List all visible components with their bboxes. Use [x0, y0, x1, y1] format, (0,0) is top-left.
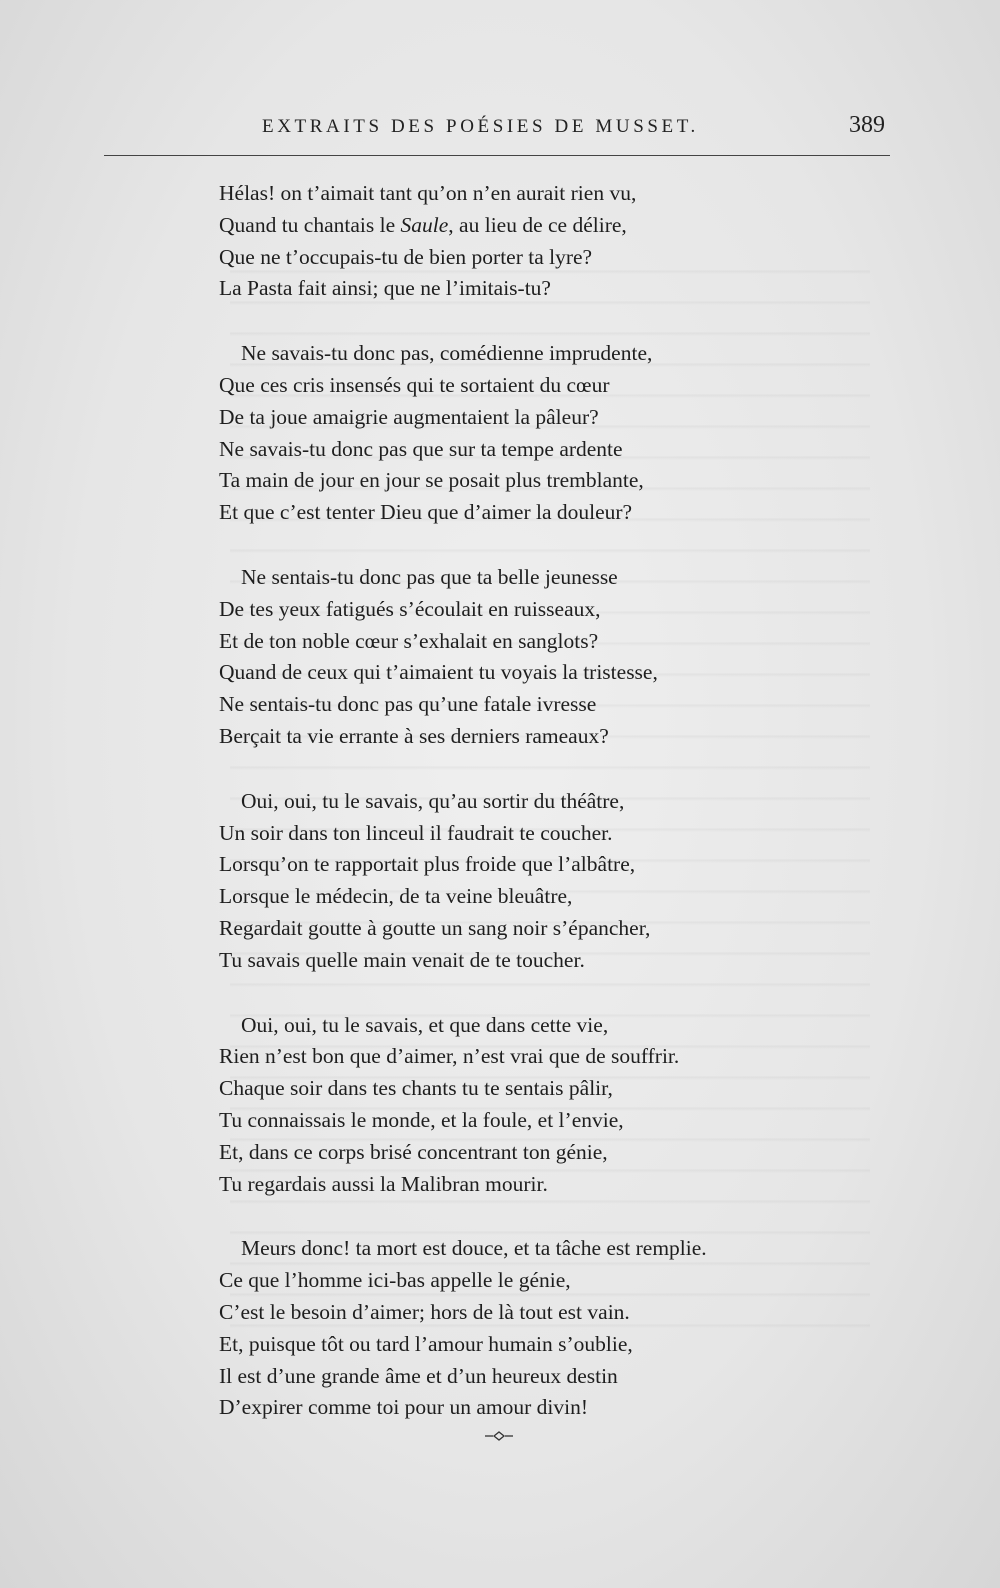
- header-rule: [104, 155, 890, 156]
- verse-line: Que ne t’occupais-tu de bien porter ta lyre?: [219, 244, 593, 269]
- verse-line: Meurs donc! ta mort est douce, et ta tâche est remplie.: [241, 1236, 707, 1261]
- verse-fragment: , au lieu de ce délire,: [448, 212, 627, 237]
- verse-line: Tu savais quelle main venait de te toucher.: [219, 947, 585, 972]
- verse-line: Regardait goutte à goutte un sang noir s’épancher,: [219, 915, 651, 940]
- verse-title-italic: Saule: [400, 212, 449, 237]
- verse-line: Rien n’est bon que d’aimer, n’est vrai que de souffrir.: [219, 1044, 680, 1069]
- verse-line: Tu regardais aussi la Malibran mourir.: [219, 1171, 548, 1196]
- verse-line: Lorsque le médecin, de ta veine bleuâtre,: [219, 884, 573, 909]
- verse-line: Ne savais-tu donc pas que sur ta tempe ardente: [219, 436, 623, 461]
- verse-line: Oui, oui, tu le savais, et que dans cette vie,: [241, 1012, 609, 1037]
- verse-line: Ne sentais-tu donc pas que ta belle jeunesse: [241, 564, 618, 589]
- verse-line: D’expirer comme toi pour un amour divin!: [219, 1395, 588, 1420]
- verse-line: De tes yeux fatigués s’écoulait en ruisseaux,: [219, 596, 601, 621]
- verse-line: Et que c’est tenter Dieu que d’aimer la douleur?: [219, 500, 633, 525]
- verse-line: Que ces cris insensés qui te sortaient du cœur: [219, 372, 610, 397]
- verse-line: Et de ton noble cœur s’exhalait en sanglots?: [219, 628, 599, 653]
- stanza: [219, 1010, 839, 1201]
- verse-fragment: Quand tu chantais le: [219, 212, 401, 237]
- verse-line: Hélas! on t’aimait tant qu’on n’en aurait rien vu,: [219, 181, 637, 205]
- verse-line: Ne savais-tu donc pas, comédienne imprudente,: [241, 341, 653, 366]
- ornament-icon: [484, 1428, 514, 1444]
- verse-line: Et, dans ce corps brisé concentrant ton génie,: [219, 1139, 608, 1164]
- running-title: EXTRAITS DES POÉSIES DE MUSSET.: [262, 116, 699, 137]
- verse-line: La Pasta fait ainsi; que ne l’imitais-tu?: [219, 276, 551, 301]
- stanza: [219, 178, 839, 305]
- verse-line: Chaque soir dans tes chants tu te sentais pâlir,: [219, 1076, 613, 1101]
- verse-line: Ce que l’homme ici-bas appelle le génie,: [219, 1268, 571, 1293]
- verse-line: Berçait ta vie errante à ses derniers rameaux?: [219, 723, 609, 748]
- verse-line: De ta joue amaigrie augmentaient la pâleur?: [219, 404, 599, 429]
- page-header: [0, 112, 1000, 142]
- verse-line: Il est d’une grande âme et d’un heureux destin: [219, 1363, 618, 1388]
- verse-line: C’est le besoin d’aimer; hors de là tout est vain.: [219, 1299, 630, 1324]
- verse-line: Oui, oui, tu le savais, qu’au sortir du théâtre,: [241, 788, 625, 813]
- verse-line: Ne sentais-tu donc pas qu’une fatale ivresse: [219, 692, 597, 717]
- stanza: [219, 338, 839, 529]
- stanza: [219, 1233, 839, 1424]
- verse-line: Un soir dans ton linceul il faudrait te coucher.: [219, 820, 613, 845]
- verse-line: Et, puisque tôt ou tard l’amour humain s’oublie,: [219, 1331, 633, 1356]
- verse-line: Lorsqu’on te rapportait plus froide que l’albâtre,: [219, 852, 636, 877]
- stanza: [219, 562, 839, 753]
- page-number: 389: [849, 112, 885, 138]
- stanza: [219, 786, 839, 977]
- verse-line: Ta main de jour en jour se posait plus tremblante,: [219, 468, 644, 493]
- verse-line: Tu connaissais le monde, et la foule, et l’envie,: [219, 1107, 624, 1132]
- verse-line: Quand de ceux qui t’aimaient tu voyais la tristesse,: [219, 660, 658, 685]
- poem: [219, 178, 839, 1457]
- verse-line: [219, 210, 839, 242]
